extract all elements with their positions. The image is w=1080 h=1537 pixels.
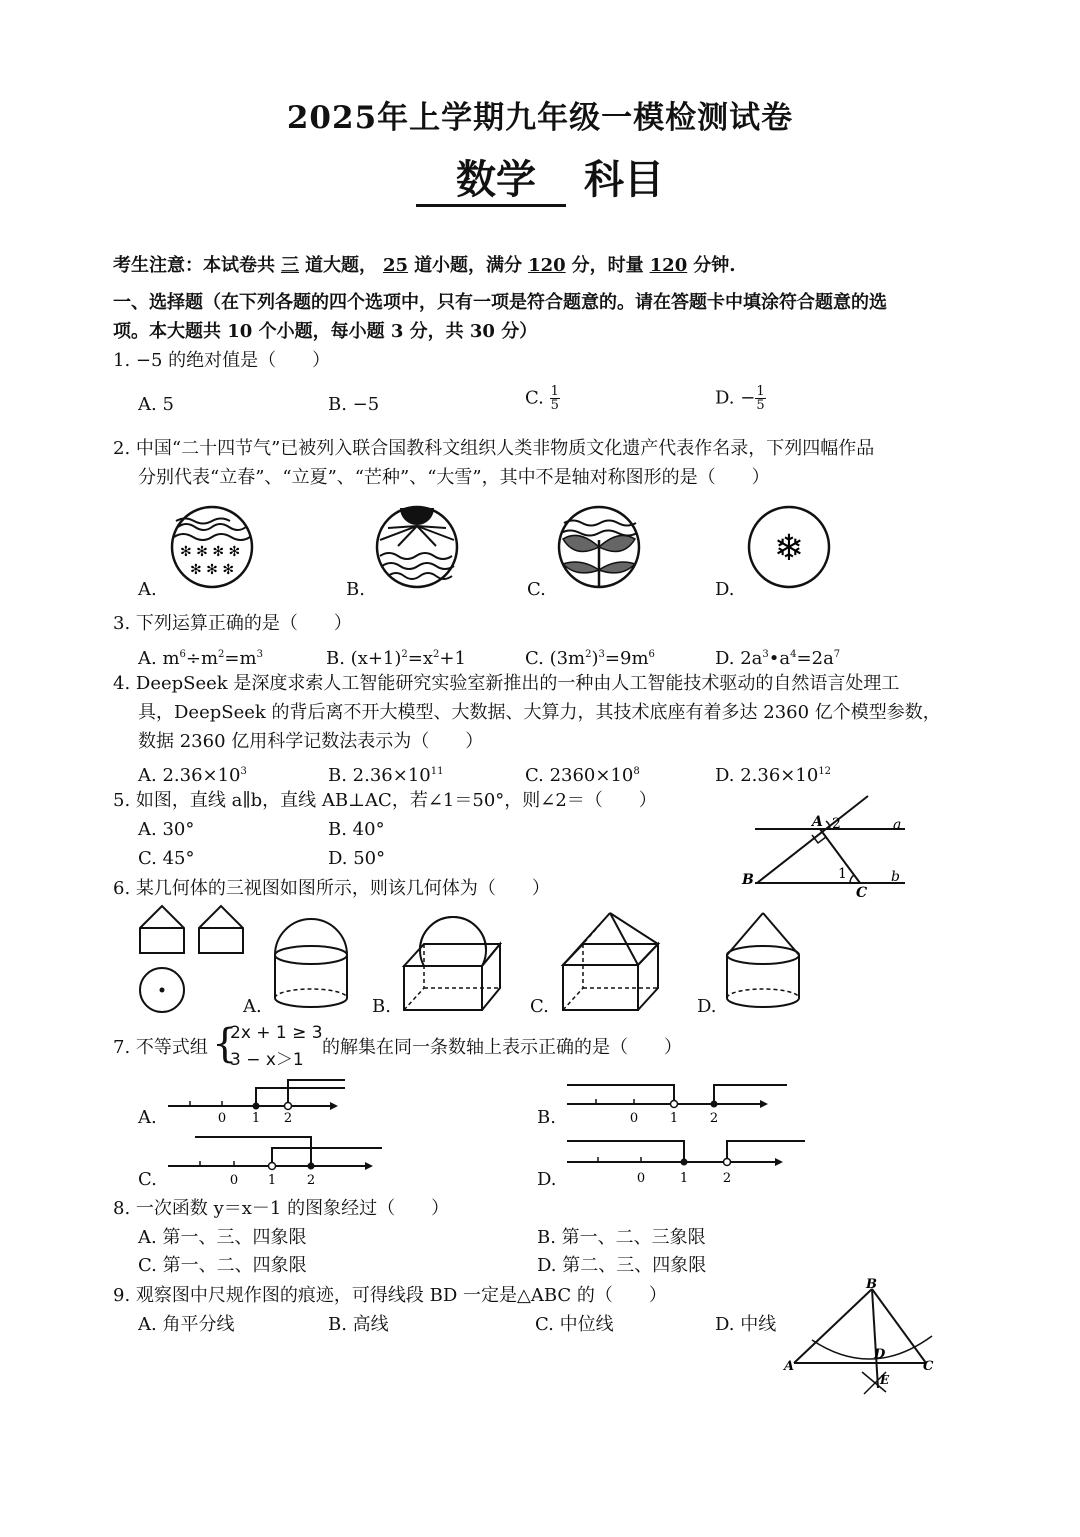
q2-label-a: A. [138, 579, 157, 600]
svg-text:1: 1 [679, 1171, 689, 1186]
q4-stem-line3: 数据 2360 亿用科学记数法表示为（ ） [138, 731, 484, 752]
q9-option-a: A. 角平分线 [138, 1314, 235, 1335]
svg-text:C: C [856, 885, 868, 901]
section-heading-line1: 一、选择题（在下列各题的四个选项中，只有一项是符合题意的。请在答题卡中填涂符合题意的选 [113, 292, 887, 313]
exam-title: 2025年上学期九年级一模检测试卷 [286, 100, 794, 136]
svg-text:1: 1 [669, 1111, 679, 1126]
q7-inequality-1: 2x + 1 ≥ 3 [230, 1023, 323, 1043]
q9-option-d: D. 中线 [715, 1314, 777, 1335]
q3-option-d: D. $2a^3•a^4=2a^7$ [715, 648, 841, 669]
subject-suffix: 科目 [584, 156, 664, 203]
q1-option-c: C. $\frac{1}{5}$ [525, 384, 559, 413]
q7-suffix: 的解集在同一条数轴上表示正确的是（ ） [322, 1037, 682, 1058]
svg-text:0: 0 [229, 1173, 239, 1188]
svg-text:B: B [742, 872, 754, 888]
svg-text:2: 2 [306, 1173, 316, 1188]
q7-label-d: D. [537, 1169, 557, 1190]
q7-label-b: B. [537, 1107, 556, 1128]
q4-stem-line2: 具，DeepSeek 的背后离不开大模型、大数据、大算力，其技术底座有着多达 2360 亿个模型参数， [138, 702, 941, 723]
q5-option-a: A. 30° [138, 819, 195, 840]
svg-text:0: 0 [217, 1111, 227, 1126]
q6-label-b: B. [372, 996, 391, 1017]
q8-option-b: B. 第一、二、三象限 [537, 1227, 706, 1248]
q4-option-b: B. $2.36\times 10^{11}$ [328, 765, 444, 786]
q1-option-a: A. 5 [138, 394, 174, 415]
q8-option-c: C. 第一、二、四象限 [138, 1255, 307, 1276]
svg-text:1: 1 [251, 1111, 261, 1126]
q4-stem-line1: 4. DeepSeek 是深度求索人工智能研究实验室新推出的一种由人工智能技术驱动的自然语言处理工 [113, 673, 900, 694]
exam-notice: 考生注意：本试卷共 三 道大题， 25 道小题，满分 120 分，时量 120 分钟. [113, 255, 736, 276]
svg-text:A: A [784, 1359, 795, 1374]
subject-name: 数学 [416, 158, 566, 207]
q2-stem-line1: 2. 中国“二十四节气”已被列入联合国教科文组织人类非物质文化遗产代表作名录，下列四幅作品 [113, 438, 875, 459]
q7-prefix: 7. 不等式组 [113, 1037, 208, 1058]
svg-text:0: 0 [636, 1171, 646, 1186]
q2-label-b: B. [346, 579, 365, 600]
q5-stem: 5. 如图，直线 a∥b，直线 AB⊥AC，若∠1＝50°，则∠2＝（ ） [113, 790, 657, 811]
q9-stem: 9. 观察图中尺规作图的痕迹，可得线段 BD 一定是△ABC 的（ ） [113, 1285, 667, 1306]
q1-option-b: B. −5 [328, 394, 380, 415]
q9-option-c: C. 中位线 [535, 1314, 614, 1335]
q3-option-c: C. $(3m^2)^3=9m^6$ [525, 648, 655, 669]
q5-option-d: D. 50° [328, 848, 386, 869]
q3-option-b: B. $(x+1)^2=x^2+1$ [326, 648, 466, 669]
svg-text:❄: ❄ [773, 528, 805, 569]
svg-text:2: 2 [722, 1171, 732, 1186]
q2-label-d: D. [715, 579, 735, 600]
svg-text:0: 0 [629, 1111, 639, 1126]
svg-text:2: 2 [283, 1111, 293, 1126]
svg-text:b: b [891, 869, 900, 885]
q7-label-a: A. [138, 1107, 157, 1128]
q5-option-b: B. 40° [328, 819, 385, 840]
svg-text:2: 2 [832, 816, 841, 832]
q9-option-b: B. 高线 [328, 1314, 389, 1335]
q4-option-c: C. $2360\times 10^8$ [525, 765, 640, 786]
svg-text:A: A [812, 814, 823, 830]
q3-stem: 3. 下列运算正确的是（ ） [113, 613, 352, 634]
q7-label-c: C. [138, 1169, 157, 1190]
q2-stem-line2: 分别代表“立春”、“立夏”、“芒种”、“大雪”，其中不是轴对称图形的是（ ） [138, 467, 770, 488]
svg-text:✻ ✻ ✻: ✻ ✻ ✻ [190, 562, 235, 578]
svg-text:B: B [866, 1277, 877, 1292]
svg-text:2: 2 [709, 1111, 719, 1126]
q6-stem: 6. 某几何体的三视图如图所示，则该几何体为（ ） [113, 878, 550, 899]
q6-label-a: A. [243, 996, 262, 1017]
q7-brace: { [212, 1021, 238, 1067]
q8-option-d: D. 第二、三、四象限 [537, 1255, 707, 1276]
svg-text:a: a [893, 817, 902, 833]
svg-text:C: C [923, 1359, 934, 1374]
q8-option-a: A. 第一、三、四象限 [138, 1227, 307, 1248]
section-heading-line2: 项。本大题共 10 个小题，每小题 3 分，共 30 分） [113, 321, 538, 342]
q5-option-c: C. 45° [138, 848, 195, 869]
q6-label-d: D. [697, 996, 717, 1017]
svg-text:D: D [874, 1347, 886, 1362]
svg-text:✻ ✻ ✻ ✻: ✻ ✻ ✻ ✻ [180, 544, 241, 560]
q7-inequality-2: 3 − x＞1 [230, 1050, 304, 1070]
q2-label-c: C. [527, 579, 546, 600]
q6-label-c: C. [530, 996, 549, 1017]
q3-option-a: A. $m^6\div m^2=m^3$ [138, 648, 263, 669]
svg-text:1: 1 [838, 866, 847, 882]
q4-option-a: A. $2.36\times 10^3$ [138, 765, 247, 786]
q1-stem: 1. −5 的绝对值是（ ） [113, 350, 331, 371]
svg-text:E: E [880, 1373, 890, 1387]
svg-text:1: 1 [267, 1173, 277, 1188]
q8-stem: 8. 一次函数 y＝x－1 的图象经过（ ） [113, 1198, 450, 1219]
q4-option-d: D. $2.36\times 10^{12}$ [715, 765, 832, 786]
q1-option-d: D. − $\frac{1}{5}$ [715, 384, 765, 413]
